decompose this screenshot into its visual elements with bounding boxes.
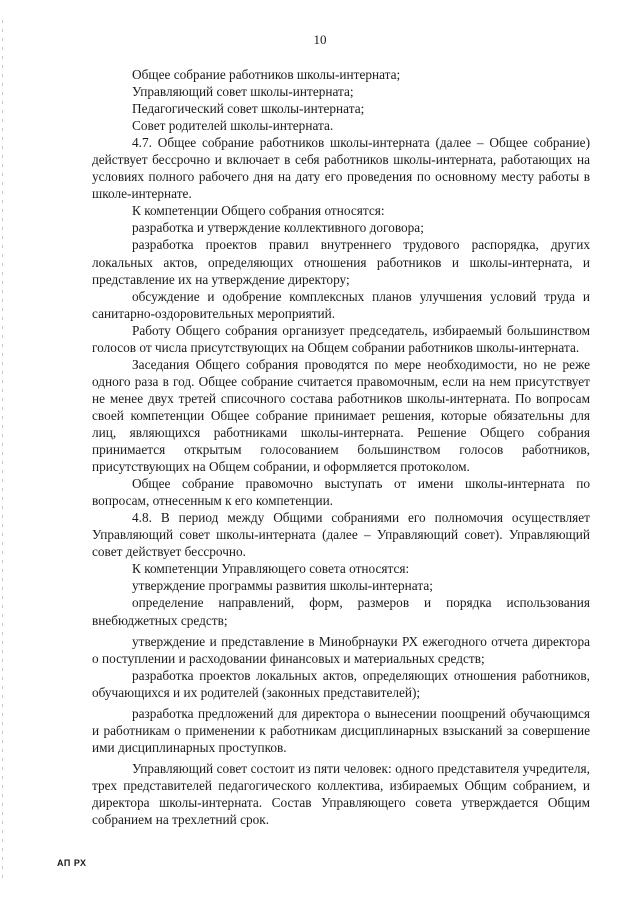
body-paragraph: разработка проектов локальных актов, определяющих отношения работников, обучающихся и их родителей (законных представителей);	[92, 667, 590, 700]
scan-edge-artifact	[2, 20, 3, 880]
body-paragraph: утверждение программы развития школы-интерната;	[132, 578, 433, 594]
page-number: 10	[313, 32, 327, 47]
section-4-7-paragraph: 4.7. Общее собрание работников школы-интерната (далее – Общее собрание) действует бессрочно и включает в себя работников школы-интерната, работающих на условиях полного рабочего дня на дату его проведения по основному месту работы в школе-интернате.	[92, 135, 590, 202]
section-4-8-paragraph: 4.8. В период между Общими собраниями его полномочия осуществляет Управляющий совет школы-интерната (далее – Управляющий совет). Управляющий совет действует бессрочно.	[92, 510, 590, 560]
body-paragraph: Управляющий совет школы-интерната;	[132, 84, 354, 100]
body-paragraph: Общее собрание правомочно выступать от имени школы-интерната по вопросам, отнесенным к его компетенции.	[92, 476, 590, 509]
body-paragraph: утверждение и представление в Минобрнауки РХ ежегодного отчета директора о поступлении и расходовании финансовых и материальных средств;	[92, 633, 590, 666]
body-paragraph: Заседания Общего собрания проводятся по мере необходимости, но не реже одного раза в год. Общее собрание считается правомочным, если на нем присутствует не менее двух третей списочного состава работников школы-интерната. По вопросам своей компетенции Общее собрание принимает решения, которые обязательны для лиц, являющихся работниками школы-интерната. Решение Общего собрания принимается открытым голосованием большинством голосов работников, присутствующих на Общем собрании, и оформляется протоколом.	[92, 356, 590, 475]
body-paragraph: Совет родителей школы-интерната.	[132, 118, 334, 134]
body-paragraph: определение направлений, форм, размеров и порядка использования внебюджетных средств;	[92, 595, 590, 628]
body-paragraph: К компетенции Общего собрания относятся:	[132, 203, 385, 219]
body-paragraph: Общее собрание работников школы-интерната;	[132, 67, 401, 82]
body-paragraph: разработка предложений для директора о вынесении поощрений обучающимся и работникам о применении к работникам дисциплинарных взысканий за совершение ими дисциплинарных проступков.	[92, 705, 590, 755]
body-paragraph: Работу Общего собрания организует председатель, избираемый большинством голосов от числа присутствующих на Общем собрании работников школы-интерната.	[92, 322, 590, 355]
body-paragraph: разработка проектов правил внутреннего трудового распорядка, других локальных актов, определяющих отношения работников и школы-интерната, и представление их на утверждение директору;	[92, 237, 590, 287]
archive-stamp-mark: АП РХ	[57, 858, 87, 868]
body-paragraph: разработка и утверждение коллективного договора;	[132, 220, 424, 236]
body-paragraph: Педагогический совет школы-интерната;	[132, 101, 365, 117]
body-paragraph: К компетенции Управляющего совета относятся:	[132, 561, 410, 577]
document-body	[92, 66, 590, 828]
body-paragraph: Управляющий совет состоит из пяти человек: одного представителя учредителя, трех представителей педагогического коллектива, избираемых Общим собранием, и директора школы-интерната. Состав Управляющего совета утверждается Общим собранием на трехлетний срок.	[92, 760, 590, 828]
body-paragraph: обсуждение и одобрение комплексных планов улучшения условий труда и санитарно-оздоровительных мероприятий.	[92, 288, 590, 321]
